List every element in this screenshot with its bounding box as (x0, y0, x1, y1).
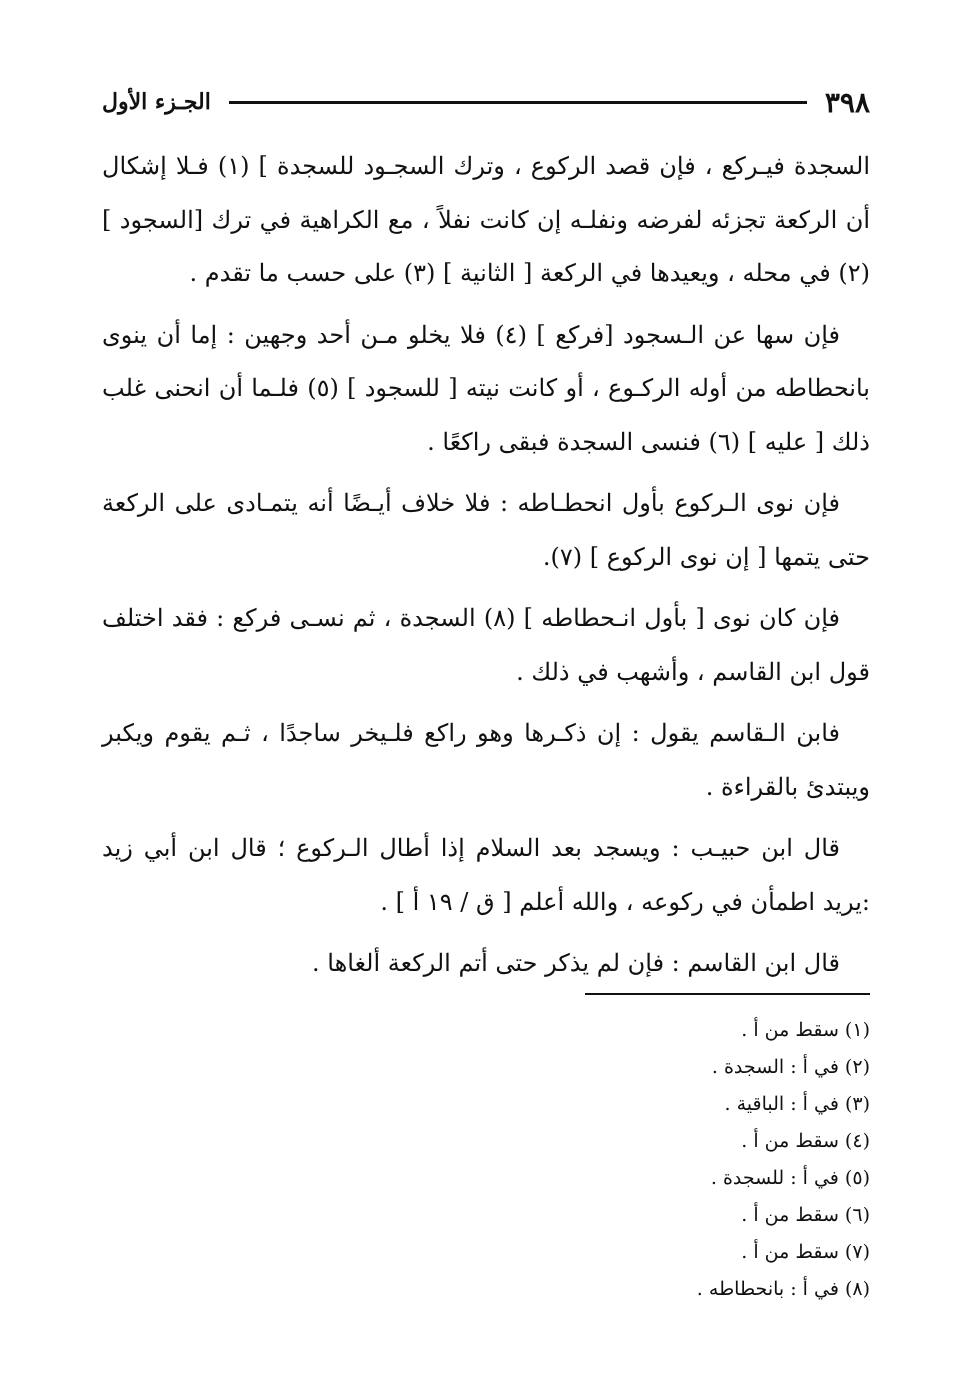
footnote-1: (١) سقط من أ . (741, 1019, 870, 1041)
header-rule (229, 101, 807, 104)
footnotes (470, 1012, 870, 1308)
footnote-5: (٥) في أ : للسجدة . (710, 1167, 870, 1189)
footnote-6: (٦) سقط من أ . (741, 1204, 870, 1226)
paragraph-7: قال ابن القاسم : فإن لم يذكر حتى أتم الركعة ألغاها . (312, 949, 840, 977)
footnote-7: (٧) سقط من أ . (741, 1241, 870, 1263)
footnote-separator (585, 993, 870, 995)
paragraph-6: قال ابن حبيـب : ويسجد بعد السلام إذا أطال الـركوع ؛ قال ابن أبي زيد :يريد اطمأن في ركوعه ، والله أعلم [ ق / ١٩ أ ] . (102, 834, 870, 916)
paragraph-2: فإن سها عن الـسجود [فركع ] (٤) فلا يخلو مـن أحد وجهين : إما أن ينوى بانحطاطه من أوله الركـوع ، أو كانت نيته [ للسجود ] (٥) فلـما أن انحنى غلب ذلك [ عليه ] (٦) فنسى السجدة فبقى راكعًا . (102, 320, 870, 456)
footnote-4: (٤) سقط من أ . (741, 1130, 870, 1152)
paragraph-5: فابن الـقاسم يقول : إن ذكـرها وهو راكع فلـيخر ساجدًا ، ثـم يقوم ويكبر ويبتدئ بالقراءة . (102, 719, 870, 801)
page-number: ٣٩٨ (824, 85, 870, 119)
footnote-2: (٢) في أ : السجدة . (711, 1056, 870, 1078)
page-header (102, 82, 870, 122)
paragraph-3: فإن نوى الـركوع بأول انحطـاطه : فلا خلاف أيـضًا أنه يتمـادى على الركعة حتى يتمها [ إن نوى الركوع ] (٧). (102, 489, 870, 571)
footnote-8: (٨) في أ : بانحطاطه . (696, 1278, 870, 1300)
footnote-3: (٣) في أ : الباقية . (724, 1093, 870, 1115)
running-title: الجـزء الأول (102, 89, 211, 115)
paragraph-4: فإن كان نوى [ بأول انـحطاطه ] (٨) السجدة ، ثم نسـى فركع : فقد اختلف قول ابن القاسم ، وأشهب في ذلك . (102, 604, 870, 686)
body-text (102, 140, 870, 999)
paragraph-1: السجدة فيـركع ، فإن قصد الركوع ، وترك السجـود للسجدة ] (١) فـلا إشكال أن الركعة تجزئه لفرضه ونفلـه إن كانت نفلاً ، مع الكراهية في ترك [السجود ] (٢) في محله ، ويعيدها في الركعة [ الثانية ] (٣) على حسب ما تقدم . (102, 152, 870, 287)
